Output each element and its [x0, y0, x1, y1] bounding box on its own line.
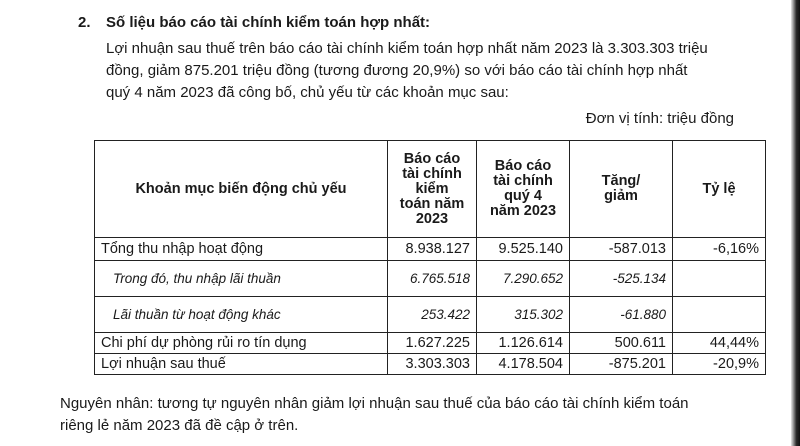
row-rate-value	[673, 297, 766, 333]
row-change-value: -587.013	[570, 238, 673, 261]
row-change-value: -61.880	[570, 297, 673, 333]
section-heading	[78, 14, 430, 31]
table-row	[95, 261, 766, 297]
header-change	[570, 141, 673, 238]
table-row	[95, 333, 766, 354]
header-q4-line: năm 2023	[489, 203, 557, 219]
header-audited-line: tài chính	[402, 165, 462, 182]
reason-line: riêng lẻ năm 2023 đã đề cập ở trên.	[60, 417, 299, 434]
row-q4-value: 315.302	[477, 297, 570, 333]
header-audited-line: Báo cáo	[403, 150, 461, 167]
table-row	[95, 297, 766, 333]
table-row	[95, 354, 766, 375]
row-change-value: 500.611	[570, 333, 673, 354]
header-audited-line: 2023	[415, 210, 449, 227]
table-header-row	[95, 141, 766, 238]
header-q4-line: Báo cáo	[494, 158, 552, 174]
unit-label: Đơn vị tính: triệu đồng	[585, 110, 734, 127]
row-q4-value: 7.290.652	[477, 261, 570, 297]
row-label: Trong đó, thu nhập lãi thuần	[95, 261, 388, 297]
row-q4-value: 4.178.504	[477, 354, 570, 375]
intro-line: Lợi nhuận sau thuế trên báo cáo tài chính kiểm toán hợp nhất năm 2023 là 3.303.303 triệu	[106, 40, 708, 57]
section-title: Số liệu báo cáo tài chính kiểm toán hợp nhất:	[106, 14, 431, 31]
financial-table	[94, 140, 766, 375]
cut-off-text-line	[60, 437, 480, 446]
reason-line: Nguyên nhân: tương tự nguyên nhân giảm lợi nhuận sau thuế của báo cáo tài chính kiểm toán	[60, 395, 689, 412]
section-number: 2.	[78, 14, 91, 31]
header-audited	[388, 141, 477, 238]
header-q4-line: quý 4	[504, 188, 542, 204]
row-label: Tổng thu nhập hoạt động	[95, 238, 388, 261]
row-audited-value: 1.627.225	[388, 333, 477, 354]
row-q4-value: 1.126.614	[477, 333, 570, 354]
row-label: Lợi nhuận sau thuế	[95, 354, 388, 375]
header-rate: Tỷ lệ	[673, 141, 766, 238]
row-change-value: -525.134	[570, 261, 673, 297]
row-rate-value: -6,16%	[673, 238, 766, 261]
intro-line: đồng, giảm 875.201 triệu đồng (tương đương 20,9%) so với báo cáo tài chính hợp nhất	[106, 62, 688, 79]
row-rate-value: -20,9%	[673, 354, 766, 375]
intro-paragraph	[106, 38, 746, 104]
row-label: Chi phí dự phòng rủi ro tín dụng	[95, 333, 388, 354]
row-audited-value: 3.303.303	[388, 354, 477, 375]
table-row	[95, 238, 766, 261]
row-audited-value: 8.938.127	[388, 238, 477, 261]
row-audited-value: 253.422	[388, 297, 477, 333]
header-audited-line: kiểm	[415, 180, 449, 197]
row-change-value: -875.201	[570, 354, 673, 375]
reason-paragraph	[60, 393, 760, 437]
header-change-line: Tăng/	[601, 173, 641, 189]
row-rate-value	[673, 261, 766, 297]
page-edge-shadow	[791, 0, 800, 446]
header-change-line: giảm	[604, 188, 638, 204]
header-q4	[477, 141, 570, 238]
header-audited-line: toán năm	[399, 195, 465, 212]
row-label: Lãi thuần từ hoạt động khác	[95, 297, 388, 333]
intro-line: quý 4 năm 2023 đã công bố, chủ yếu từ các khoản mục sau:	[106, 84, 509, 101]
header-item: Khoản mục biến động chủ yếu	[95, 141, 388, 238]
header-q4-line: tài chính	[493, 173, 553, 189]
row-rate-value: 44,44%	[673, 333, 766, 354]
row-audited-value: 6.765.518	[388, 261, 477, 297]
row-q4-value: 9.525.140	[477, 238, 570, 261]
